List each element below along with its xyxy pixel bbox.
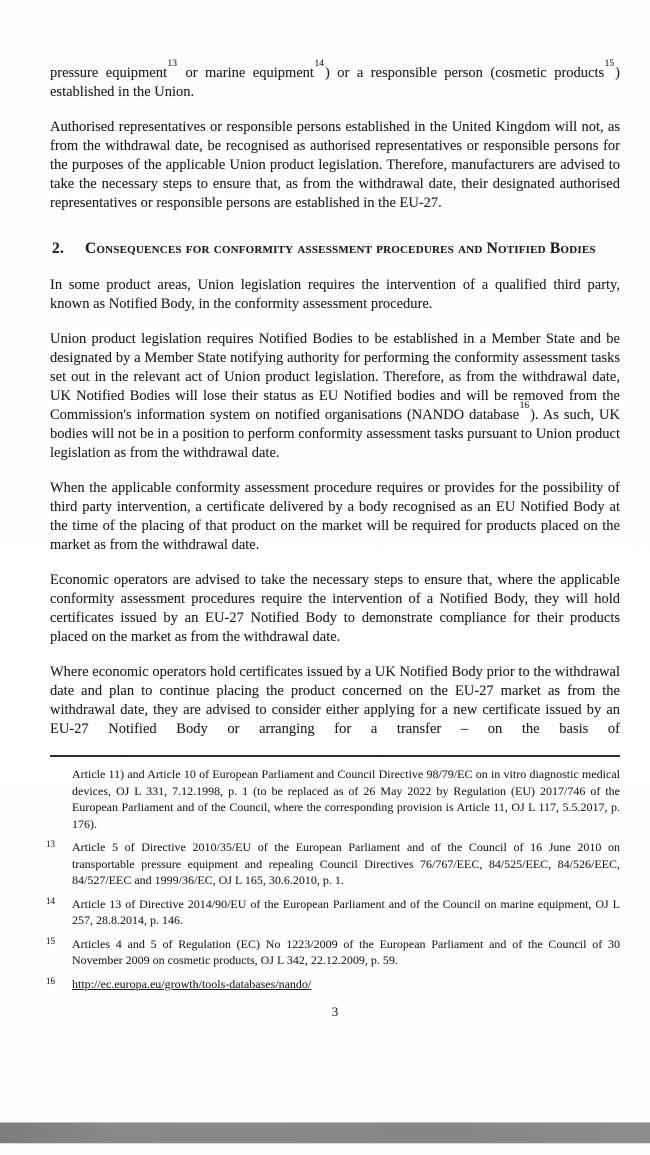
- page-number: 3: [331, 1004, 339, 1019]
- body-paragraph: When the applicable conformity assessment procedure requires or provides for the possibility of third party intervention, a certificate delivered by a body recognised as an EU Notified Body at the time of the placing of that product on the market will be required for products placed on the market as from the withdrawal date.: [50, 480, 620, 553]
- section-number: 2.: [52, 240, 65, 257]
- footnote-ref-13: 13: [167, 59, 177, 70]
- paragraph-text: Union product legislation requires Notified Bodies to be established in a Member State and be designated by a Member State notifying authority for performing the conformity assessment tasks set out in the relevant act of Union product legislation. Therefore, as from the withdrawal date, UK Notified Bodies will lose their status as EU Notified bodies and will be removed from the Commission's information system on notified organisations (NANDO database: [50, 331, 620, 423]
- body-paragraph: In some product areas, Union legislation requires the intervention of a qualified third party, known as Notified Body, in the conformity assessment procedure.: [50, 277, 620, 312]
- paragraph-text: or marine equipment: [178, 65, 314, 81]
- footnote-14: [46, 895, 620, 929]
- footnote-15: [46, 935, 620, 969]
- paragraph-text: ) established in the Union.: [50, 65, 620, 100]
- paragraph-text: pressure equipment: [50, 65, 167, 81]
- footnote-number: 16: [46, 975, 55, 986]
- footnote-text: Article 13 of Directive 2014/90/EU of the European Parliament and of the Council on marine equipment, OJ L 257, 28.8.2014, p. 146.: [72, 896, 620, 927]
- footnote-number: 14: [46, 895, 55, 906]
- footnote-hyperlink[interactable]: http://ec.europa.eu/growth/tools-databases/nando/: [72, 976, 312, 991]
- page-content: [46, 59, 620, 1020]
- body-paragraph-continuing: Where economic operators hold certificates issued by a UK Notified Body prior to the withdrawal date and plan to continue placing the product concerned on the EU-27 market as from the withdrawal date, they are advised to consider either applying for a new certificate issued by an EU-27 Notified Body or arranging for a transfer – on the basis of: [50, 664, 620, 737]
- footnote-ref-15: 15: [604, 59, 615, 70]
- section-heading: [50, 238, 620, 259]
- footnote-text: Articles 4 and 5 of Regulation (EC) No 1223/2009 of the European Parliament and of the Council of 30 November 2009 on cosmetic products, OJ L 342, 22.12.2009, p. 59.: [72, 936, 620, 967]
- footnote-number: 15: [46, 935, 55, 946]
- body-paragraph: [50, 330, 620, 463]
- footnote-text: Article 5 of Directive 2010/35/EU of the European Parliament and of the Council of 16 June 2010 on transportable pressure equipment and repealing Council Directives 76/767/EEC, 84/525/EEC, 84/526/EEC, 84/527/EEC and 1999/36/EC, OJ L 165, 30.6.2010, p. 1.: [72, 840, 620, 887]
- footnote-ref-16: 16: [519, 401, 530, 412]
- footnote-text: Article 11) and Article 10 of European Parliament and Council Directive 98/79/EC on in vitro diagnostic medical devices, OJ L 331, 7.12.1998, p. 1 (to be replaced as of 26 May 2022 by Regulation (EU) 2017/746 of the European Parliament and of the Council, where the corresponding provision is Article 11, OJ L 117, 5.5.2017, p. 176).: [72, 767, 620, 831]
- footnote-continuation: [50, 766, 620, 832]
- paragraph-text: ) or a responsible person (cosmetic products: [324, 65, 605, 81]
- footnote-13: [46, 839, 620, 889]
- section-title: Consequences for conformity assessment procedures and Notified Bodies: [85, 240, 596, 257]
- body-paragraph-continued: [50, 59, 620, 102]
- body-paragraph: Economic operators are advised to take the necessary steps to ensure that, where the applicable conformity assessment procedures require the intervention of a Notified Body, they will hold certificates issued by an EU-27 Notified Body to demonstrate compliance for their products placed on the market as from the withdrawal date.: [50, 572, 620, 645]
- footnote-number: 13: [46, 839, 55, 849]
- paragraph-text: ). As such, UK bodies will not be in a position to perform conformity assessment tasks pursuant to Union product legislation as from the withdrawal date.: [50, 407, 620, 461]
- body-paragraph: Authorised representatives or responsible persons established in the United Kingdom will not, as from the withdrawal date, be recognised as authorised representatives or responsible persons for the purposes of the applicable Union product legislation. Therefore, manufacturers are advised to take the necessary steps to ensure that, as from the withdrawal date, their designated authorised representatives or responsible persons are established in the EU-27.: [50, 119, 620, 211]
- bottom-gray-bar: [0, 1122, 650, 1144]
- footnote-ref-14: 14: [314, 59, 324, 70]
- footnotes-section: [46, 755, 620, 992]
- footnote-16: [46, 975, 620, 993]
